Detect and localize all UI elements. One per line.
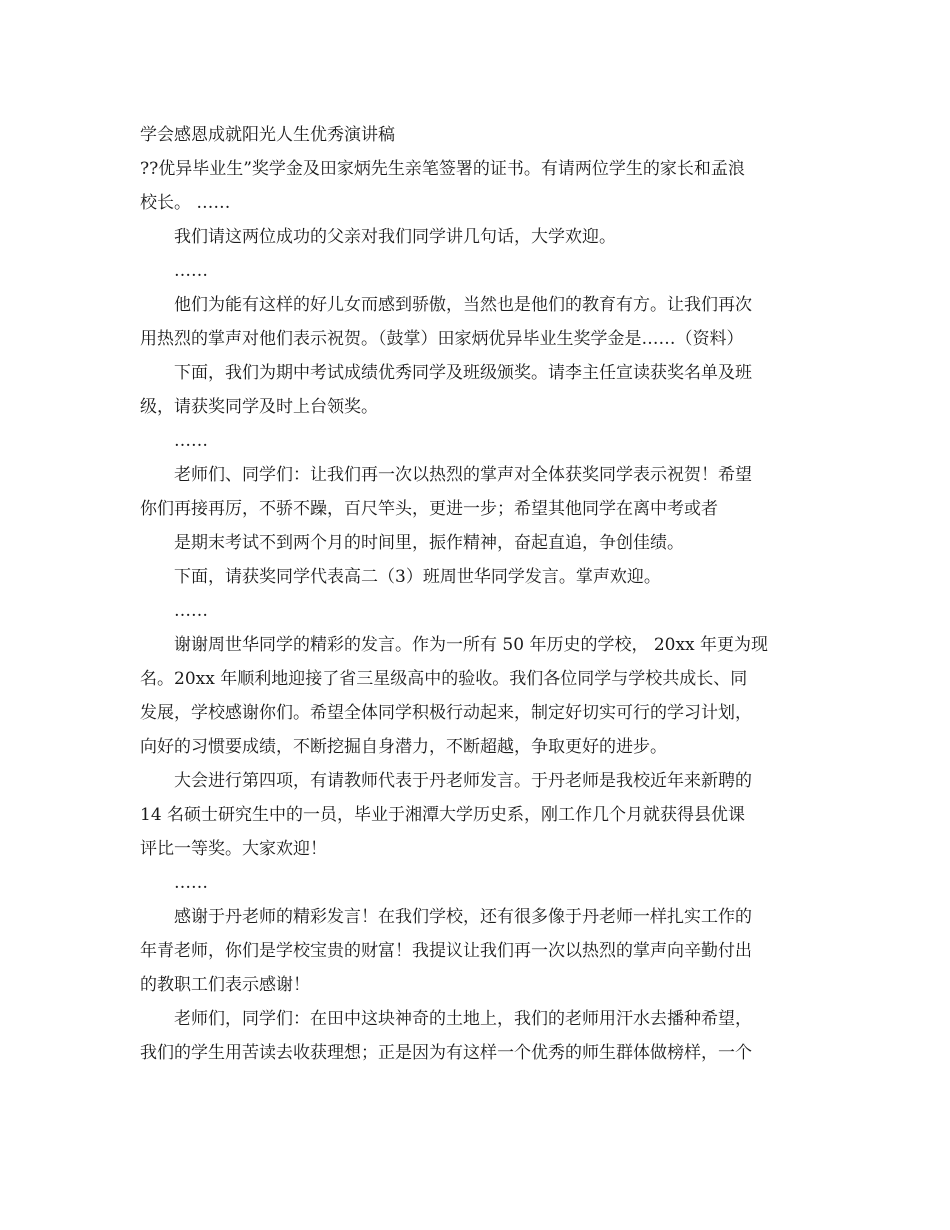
document-body <box>140 118 820 1070</box>
text-line: …… <box>174 431 208 451</box>
text-line: 下面，请获奖同学代表高二（3）班周世华同学发言。掌声欢迎。 <box>174 567 661 587</box>
document-title: 学会感恩成就阳光人生优秀演讲稿 <box>140 125 395 145</box>
text-line: 名。20xx 年顺利地迎接了省三星级高中的验收。我们各位同学与学校共成长、同 <box>140 669 748 689</box>
text-line: …… <box>174 261 208 281</box>
text-line: 向好的习惯要成绩，不断挖掘自身潜力，不断超越，争取更好的进步。 <box>140 737 667 757</box>
text-line: …… <box>174 601 208 621</box>
text-line: 老师们，同学们：在田中这块神奇的土地上，我们的老师用汗水去播种希望， <box>174 1009 752 1029</box>
text-line: 评比一等奖。大家欢迎！ <box>140 839 327 859</box>
text-line: ??优异毕业生”奖学金及田家炳先生亲笔签署的证书。有请两位学生的家长和孟浪 <box>140 159 745 179</box>
text-line: 用热烈的掌声对他们表示祝贺。（鼓掌）田家炳优异毕业生奖学金是……（资料） <box>140 329 744 349</box>
text-line: 老师们、同学们：让我们再一次以热烈的掌声对全体获奖同学表示祝贺！希望 <box>174 465 752 485</box>
text-line: 大会进行第四项，有请教师代表于丹老师发言。于丹老师是我校近年来新聘的 <box>174 771 752 791</box>
text-line: 我们请这两位成功的父亲对我们同学讲几句话，大学欢迎。 <box>174 227 616 247</box>
text-line: 你们再接再厉，不骄不躁，百尺竿头，更进一步；希望其他同学在离中考或者 <box>140 499 718 519</box>
text-line: 我们的学生用苦读去收获理想；正是因为有这样一个优秀的师生群体做榜样，一个 <box>140 1043 752 1063</box>
text-line: 是期末考试不到两个月的时间里，振作精神，奋起直追，争创佳绩。 <box>174 533 684 553</box>
text-line: 14 名硕士研究生中的一员，毕业于湘潭大学历史系，刚工作几个月就获得县优课 <box>140 805 746 825</box>
text-line: 年青老师，你们是学校宝贵的财富！我提议让我们再一次以热烈的掌声向辛勤付出 <box>140 941 752 961</box>
text-line: 下面，我们为期中考试成绩优秀同学及班级颁奖。请李主任宣读获奖名单及班 <box>174 363 752 383</box>
text-line: 级，请获奖同学及时上台领奖。 <box>140 397 378 417</box>
text-line: 他们为能有这样的好儿女而感到骄傲，当然也是他们的教育有方。让我们再次 <box>174 295 752 315</box>
text-line: 谢谢周世华同学的精彩的发言。作为一所有 50 年历史的学校， 20xx 年更为现 <box>174 635 769 655</box>
document-paragraphs <box>140 152 820 1070</box>
text-line: 校长。 …… <box>140 193 231 213</box>
text-line: 的教职工们表示感谢！ <box>140 975 310 995</box>
text-line: 发展，学校感谢你们。希望全体同学积极行动起来，制定好切实可行的学习计划， <box>140 703 752 723</box>
text-line: …… <box>174 873 208 893</box>
text-line: 感谢于丹老师的精彩发言！在我们学校，还有很多像于丹老师一样扎实工作的 <box>174 907 752 927</box>
